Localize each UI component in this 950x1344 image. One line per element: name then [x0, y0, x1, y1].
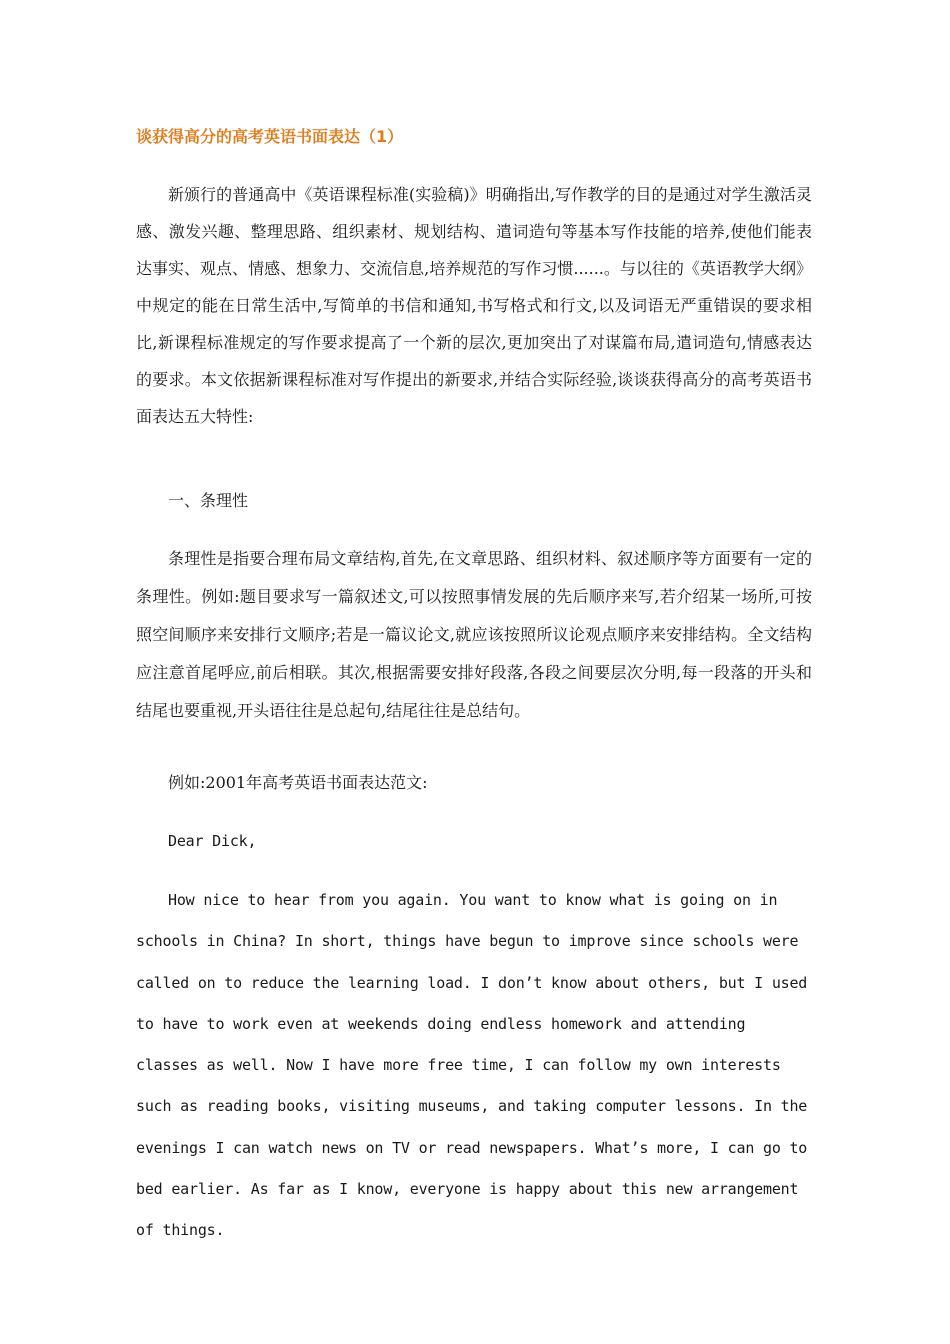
intro-paragraph: 新颁行的普通高中《英语课程标准(实验稿)》明确指出,写作教学的目的是通过对学生激活灵感、激发兴趣、整理思路、组织素材、规划结构、遣词造句等基本写作技能的培养,使他们能表达事实、观点、情感、想象力、交流信息,培养规范的写作习惯......。与以往的《英语教学大纲》中规定的能在日常生活中,写简单的书信和通知,书写格式和行文,以及词语无严重错误的要求相比,新课程标准规定的写作要求提高了一个新的层次,更加突出了对谋篇布局,遣词造句,情感表达的要求。本文依据新课程标准对写作提出的新要求,并结合实际经验,谈谈获得高分的高考英语书面表达五大特性: — [136, 185, 812, 426]
document-title: 谈获得高分的高考英语书面表达（1） — [136, 127, 404, 146]
letter-body: How nice to hear from you again. You want to know what is going on in schools in China? In short, things have begun to improve since schools were called on to reduce the learning load. I don’t know about others, but I used to have to work even at weekends doing endless homework and attending classes as well. Now I have more free time, I can follow my own interests such as reading books, visiting museums, and taking computer lessons. In the evenings I can watch news on TV or read newspapers. What’s more, I can go to bed earlier. As far as I know, everyone is happy about this new arrangement of things. — [136, 891, 808, 1240]
section-heading: 一、条理性 — [168, 491, 249, 510]
example-label: 例如:2001年高考英语书面表达范文: — [168, 773, 428, 792]
letter-salutation: Dear Dick, — [168, 832, 257, 850]
section-body-paragraph: 条理性是指要合理布局文章结构,首先,在文章思路、组织材料、叙述顺序等方面要有一定的条理性。例如:题目要求写一篇叙述文,可以按照事情发展的先后顺序来写,若介绍某一场所,可按照空间顺序来安排行文顺序;若是一篇议论文,就应该按照所议论观点顺序来安排结构。全文结构应注意首尾呼应,前后相联。其次,根据需要安排好段落,各段之间要层次分明,每一段落的开头和结尾也要重视,开头语往往是总起句,结尾往往是总结句。 — [136, 549, 812, 720]
